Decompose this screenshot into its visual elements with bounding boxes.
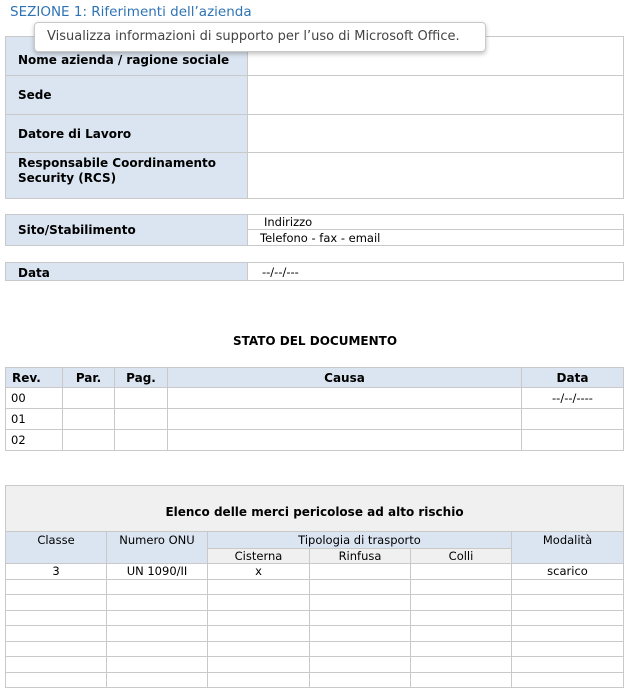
colli-cell[interactable] [411, 641, 512, 657]
classe-cell[interactable] [6, 641, 107, 657]
onu-cell[interactable] [107, 626, 208, 642]
table-row [6, 610, 624, 626]
company-table [5, 36, 624, 199]
cisterna-cell[interactable] [208, 610, 310, 626]
classe-cell[interactable] [6, 579, 107, 595]
sede-field[interactable] [248, 76, 624, 115]
datore-field[interactable] [248, 115, 624, 153]
data-cell[interactable] [522, 409, 624, 430]
rinfusa-cell[interactable] [310, 595, 411, 611]
table-row [6, 657, 624, 673]
rinfusa-cell[interactable] [310, 641, 411, 657]
classe-cell[interactable] [6, 657, 107, 673]
doc-status-header [6, 368, 624, 388]
col-causa: Causa [168, 368, 522, 388]
classe-cell[interactable] [6, 610, 107, 626]
pag-cell[interactable] [115, 388, 168, 409]
onu-cell[interactable] [107, 657, 208, 673]
causa-cell[interactable] [168, 430, 522, 451]
causa-cell[interactable] [168, 388, 522, 409]
rinfusa-cell[interactable] [310, 579, 411, 595]
cisterna-cell[interactable] [208, 657, 310, 673]
causa-cell[interactable] [168, 409, 522, 430]
company-row-rcs [6, 153, 624, 199]
company-row-datore [6, 115, 624, 153]
modalita-cell[interactable] [512, 641, 624, 657]
goods-table [5, 485, 624, 688]
col-data: Data [522, 368, 624, 388]
goods-title: Elenco delle merci pericolose ad alto rischio [6, 486, 624, 532]
doc-status-title: STATO DEL DOCUMENTO [232, 334, 398, 348]
rinfusa-cell[interactable] [310, 626, 411, 642]
modalita-cell[interactable] [512, 672, 624, 688]
colli-cell[interactable] [411, 626, 512, 642]
rev-cell[interactable]: 00 [6, 388, 63, 409]
rinfusa-cell[interactable] [310, 672, 411, 688]
col-modalita: Modalità [512, 532, 624, 564]
doc-status-table [5, 367, 624, 451]
rev-cell[interactable]: 02 [6, 430, 63, 451]
site-address-field[interactable]: Indirizzo [248, 215, 624, 230]
classe-cell[interactable]: 3 [6, 564, 107, 580]
sede-label: Sede [6, 76, 248, 115]
table-row [6, 564, 624, 580]
data-cell[interactable] [522, 430, 624, 451]
rinfusa-cell[interactable] [310, 657, 411, 673]
col-rinfusa: Rinfusa [310, 549, 411, 564]
site-contacts-field[interactable]: Telefono - fax - email [248, 230, 624, 246]
modalita-cell[interactable] [512, 595, 624, 611]
col-cisterna: Cisterna [208, 549, 310, 564]
cisterna-cell[interactable]: x [208, 564, 310, 580]
colli-cell[interactable] [411, 579, 512, 595]
table-row [6, 409, 624, 430]
par-cell[interactable] [63, 409, 115, 430]
col-pag: Pag. [115, 368, 168, 388]
date-label: Data [6, 263, 248, 281]
colli-cell[interactable] [411, 595, 512, 611]
modalita-cell[interactable] [512, 626, 624, 642]
modalita-cell[interactable]: scarico [512, 564, 624, 580]
colli-cell[interactable] [411, 657, 512, 673]
rinfusa-cell[interactable] [310, 610, 411, 626]
date-table [5, 262, 624, 281]
date-field[interactable]: --/--/--- [248, 263, 624, 281]
classe-cell[interactable] [6, 626, 107, 642]
cisterna-cell[interactable] [208, 626, 310, 642]
col-tipologia-trasporto: Tipologia di trasporto [208, 532, 512, 549]
cisterna-cell[interactable] [208, 641, 310, 657]
modalita-cell[interactable] [512, 657, 624, 673]
col-rev: Rev. [6, 368, 63, 388]
data-cell[interactable]: --/--/---- [522, 388, 624, 409]
company-row-sede [6, 76, 624, 115]
par-cell[interactable] [63, 430, 115, 451]
onu-cell[interactable] [107, 610, 208, 626]
section-title: SEZIONE 1: Riferimenti dell’azienda [10, 4, 252, 20]
onu-cell[interactable]: UN 1090/II [107, 564, 208, 580]
col-par: Par. [63, 368, 115, 388]
pag-cell[interactable] [115, 409, 168, 430]
onu-cell[interactable] [107, 579, 208, 595]
rinfusa-cell[interactable] [310, 564, 411, 580]
cisterna-cell[interactable] [208, 579, 310, 595]
rcs-label: Responsabile Coordinamento Security (RCS) [6, 153, 248, 199]
modalita-cell[interactable] [512, 579, 624, 595]
modalita-cell[interactable] [512, 610, 624, 626]
table-row [6, 641, 624, 657]
onu-cell[interactable] [107, 595, 208, 611]
datore-label: Datore di Lavoro [6, 115, 248, 153]
col-classe: Classe [6, 532, 107, 564]
col-numero-onu: Numero ONU [107, 532, 208, 564]
colli-cell[interactable] [411, 564, 512, 580]
rev-cell[interactable]: 01 [6, 409, 63, 430]
site-table [5, 214, 624, 246]
classe-cell[interactable] [6, 672, 107, 688]
colli-cell[interactable] [411, 672, 512, 688]
cisterna-cell[interactable] [208, 672, 310, 688]
onu-cell[interactable] [107, 672, 208, 688]
col-colli: Colli [411, 549, 512, 564]
table-row [6, 388, 624, 409]
par-cell[interactable] [63, 388, 115, 409]
table-row [6, 626, 624, 642]
table-row [6, 595, 624, 611]
rcs-field[interactable] [248, 153, 624, 199]
cisterna-cell[interactable] [208, 595, 310, 611]
site-label: Sito/Stabilimento [6, 215, 248, 246]
table-row [6, 430, 624, 451]
pag-cell[interactable] [115, 430, 168, 451]
table-row [6, 579, 624, 595]
office-help-tooltip: Visualizza informazioni di supporto per l’uso di Microsoft Office. [34, 22, 486, 52]
table-row [6, 672, 624, 688]
classe-cell[interactable] [6, 595, 107, 611]
onu-cell[interactable] [107, 641, 208, 657]
colli-cell[interactable] [411, 610, 512, 626]
company-name-label: Nome azienda / ragione sociale [6, 37, 248, 76]
